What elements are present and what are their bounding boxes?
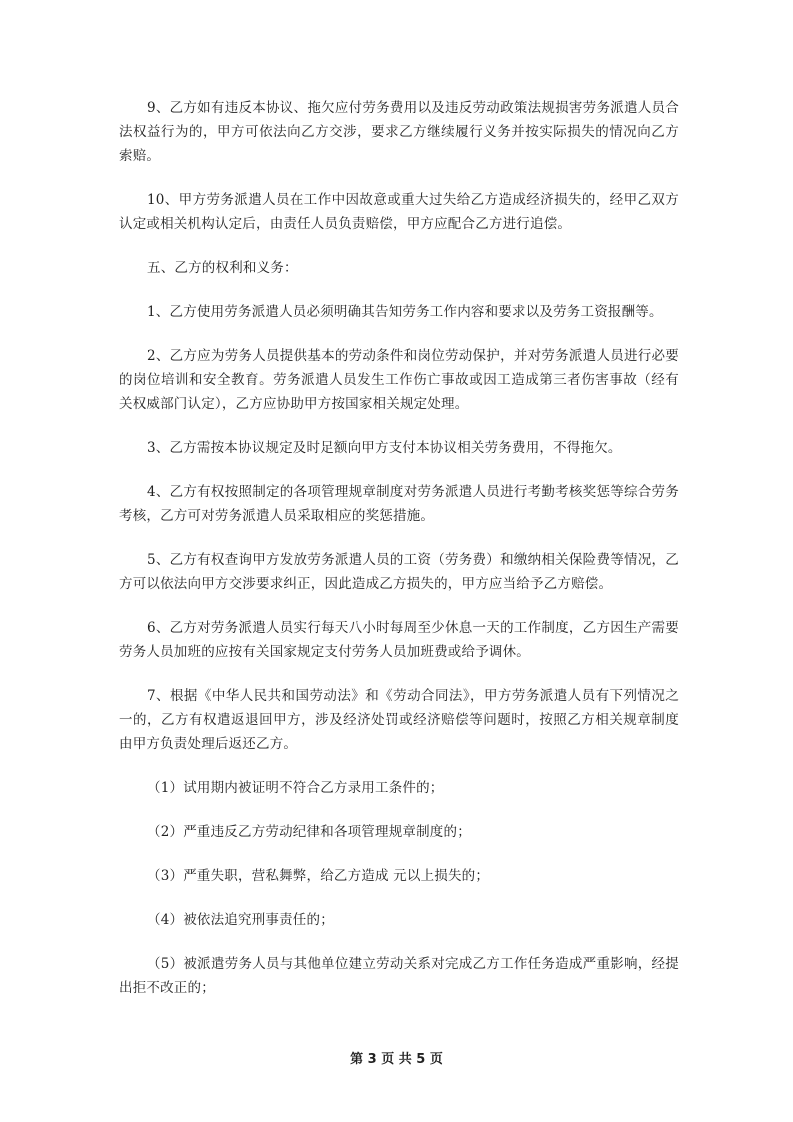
page-number-footer: 第 3 页 共 5 页	[350, 1052, 443, 1067]
paragraph-clause-9: 9、乙方如有违反本协议、拖欠应付劳务费用以及违反劳动政策法规损害劳务派遣人员合法权益行为的，甲方可依法向乙方交涉，要求乙方继续履行义务并按实际损失的情况向乙方索赔。	[119, 100, 679, 164]
list-item-3: （3）严重失职，营私舞弊，给乙方造成 元以上损失的；	[147, 868, 490, 884]
paragraph-clause-10: 10、甲方劳务派遣人员在工作中因故意或重大过失给乙方造成经济损失的，经甲乙双方认定或相关机构认定后，由责任人员负责赔偿，甲方应配合乙方进行追偿。	[119, 192, 679, 232]
document-body	[119, 96, 679, 1020]
paragraph-b-clause-1: 1、乙方使用劳务派遣人员必须明确其告知劳务工作内容和要求以及劳务工资报酬等。	[147, 304, 663, 320]
list-item-2: （2）严重违反乙方劳动纪律和各项管理规章制度的；	[147, 824, 471, 840]
section-heading-party-b-rights: 五、乙方的权利和义务：	[147, 260, 298, 276]
paragraph-b-clause-5: 5、乙方有权查询甲方发放劳务派遣人员的工资（劳务费）和缴纳相关保险费等情况，乙方可以依法向甲方交涉要求纠正，因此造成乙方损失的，甲方应当给予乙方赔偿。	[119, 552, 679, 592]
paragraph-b-clause-7: 7、根据《中华人民共和国劳动法》和《劳动合同法》，甲方劳务派遣人员有下列情况之一的，乙方有权遣返退回甲方，涉及经济处罚或经济赔偿等问题时，按照乙方相关规章制度由甲方负责处理后返还乙方。	[119, 688, 679, 752]
paragraph-b-clause-4: 4、乙方有权按照制定的各项管理规章制度对劳务派遣人员进行考勤考核奖惩等综合劳务考核，乙方可对劳务派遣人员采取相应的奖惩措施。	[119, 484, 679, 524]
paragraph-b-clause-2: 2、乙方应为劳务人员提供基本的劳动条件和岗位劳动保护，并对劳务派遣人员进行必要的岗位培训和安全教育。劳务派遣人员发生工作伤亡事故或因工造成第三者伤害事故（经有关权威部门认定），乙方应协助甲方按国家相关规定处理。	[119, 348, 679, 412]
list-item-4: （4）被依法追究刑事责任的；	[147, 912, 334, 928]
list-item-5: （5）被派遣劳务人员与其他单位建立劳动关系对完成乙方工作任务造成严重影响，经提出拒不改正的；	[119, 956, 679, 996]
paragraph-b-clause-6: 6、乙方对劳务派遣人员实行每天八小时每周至少休息一天的工作制度，乙方因生产需要劳务人员加班的应按有关国家规定支付劳务人员加班费或给予调休。	[119, 620, 679, 660]
paragraph-b-clause-3: 3、乙方需按本协议规定及时足额向甲方支付本协议相关劳务费用，不得拖欠。	[147, 440, 622, 456]
list-item-1: （1）试用期内被证明不符合乙方录用工条件的；	[147, 780, 444, 796]
